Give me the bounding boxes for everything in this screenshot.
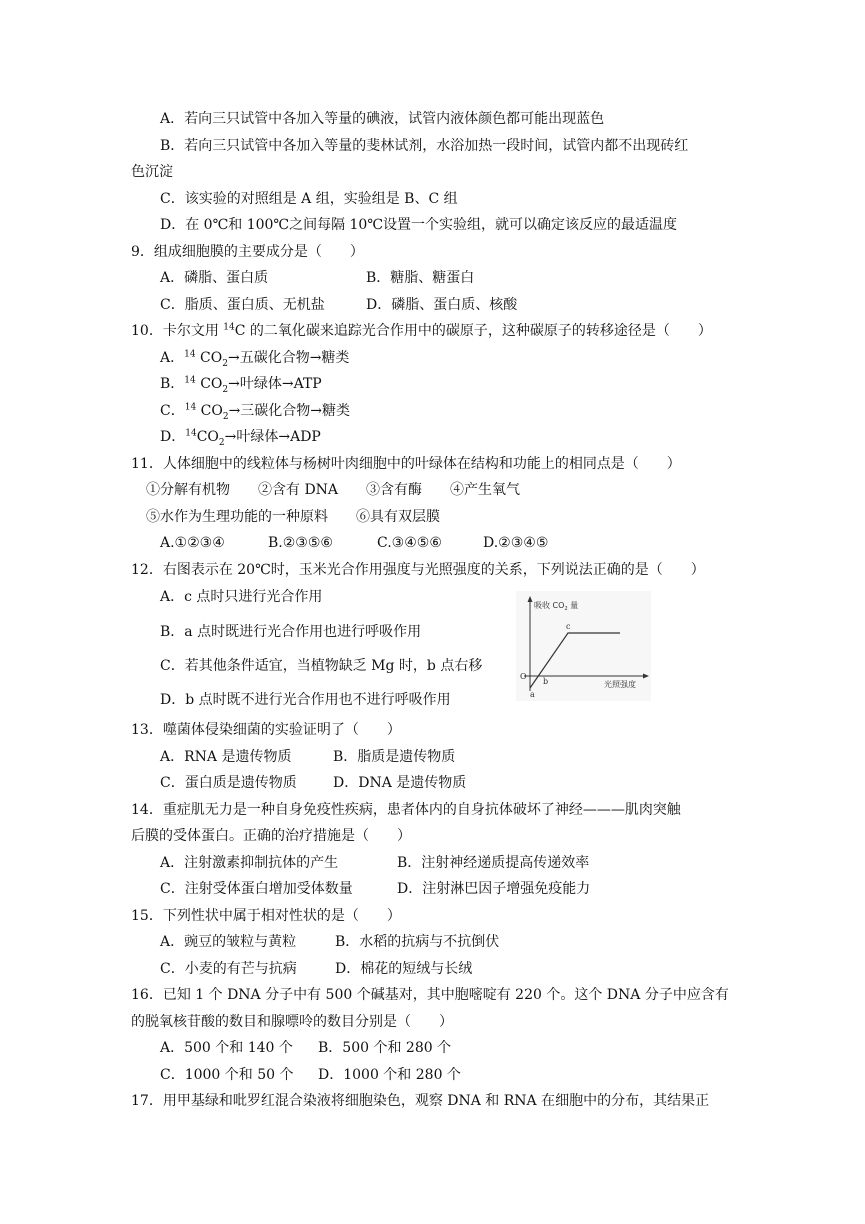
q11-statements-1: ①分解有机物 ②含有 DNA ③含有酶 ④产生氧气: [146, 482, 521, 498]
q11-option-b: B.②③⑤⑥: [268, 535, 333, 551]
q13-option-c: C．蛋白质是遗传物质: [160, 775, 297, 791]
q10-option-d: D．$^{14}CO_2\to$叶绿体→ADP: [160, 428, 321, 448]
q8-option-c: C．该实验的对照组是 A 组，实验组是 B、C 组: [160, 191, 458, 207]
q11-stem: 11．人体细胞中的线粒体与杨树叶肉细胞中的叶绿体在结构和功能上的相同点是（ ）: [131, 456, 681, 472]
q9-option-a: A．磷脂、蛋白质: [160, 270, 269, 286]
q8-option-a: A．若向三只试管中各加入等量的碘液，试管内液体颜色都可能出现蓝色: [160, 111, 605, 127]
q10-option-c: C．$^{14}$ $CO_2\to$三碳化合物→糖类: [160, 402, 351, 422]
graph-point-a: a: [530, 690, 535, 699]
q15-option-b: B．水稻的抗病与不抗倒伏: [335, 934, 500, 950]
q10-option-a: A．$^{14}$ $CO_2\to$五碳化合物→糖类: [160, 349, 350, 369]
q13-option-a: A．RNA 是遗传物质: [160, 749, 292, 765]
q11-option-a: A.①②③④: [160, 535, 225, 551]
q11-option-c: C.③④⑤⑥: [377, 535, 442, 551]
q8-option-b: B．若向三只试管中各加入等量的斐林试剂，水浴加热一段时间，试管内都不出现砖红: [160, 138, 689, 154]
graph-xlabel: 光照强度: [604, 680, 636, 689]
q12-stem: 12．右图表示在 20℃时，玉米光合作用强度与光照强度的关系，下列说法正确的是（ ）: [131, 562, 705, 578]
q8-option-d: D．在 0℃和 100℃之间每隔 10℃设置一个实验组，就可以确定该反应的最适温度: [160, 217, 678, 233]
q14-stem: 14．重症肌无力是一种自身免疫性疾病，患者体内的自身抗体破坏了神经———肌肉突触: [131, 802, 681, 818]
q12-option-d: D．b 点时既不进行光合作用也不进行呼吸作用: [160, 692, 451, 708]
q17-stem: 17．用甲基绿和吡罗红混合染液将细胞染色，观察 DNA 和 RNA 在细胞中的分布，其结果正: [131, 1093, 710, 1109]
q11-statements-2: ⑤水作为生理功能的一种原料 ⑥具有双层膜: [146, 509, 440, 525]
q13-option-d: D．DNA 是遗传物质: [333, 775, 467, 791]
q15-option-c: C．小麦的有芒与抗病: [160, 961, 297, 977]
q9-option-b: B．糖脂、糖蛋白: [366, 270, 475, 286]
q8-option-b-cont: 色沉淀: [131, 164, 173, 180]
graph-point-c: c: [566, 622, 571, 631]
q12-option-b: B．a 点时既进行光合作用也进行呼吸作用: [160, 624, 422, 640]
q10-option-b: B．$^{14}$ $CO_2\to$叶绿体→ATP: [160, 375, 322, 395]
q16-option-a: A．500 个和 140 个: [160, 1040, 293, 1056]
q16-stem-cont: 的脱氧核苷酸的数目和腺嘌呤的数目分别是（ ）: [131, 1014, 453, 1030]
q10-stem: 10．卡尔文用 $^{14}$C 的二氧化碳来追踪光合作用中的碳原子，这种碳原子的转移途径是（ ）: [131, 322, 712, 339]
q12-graph-svg: [516, 591, 651, 701]
q16-option-c: C．1000 个和 50 个: [160, 1067, 294, 1083]
q12-option-c: C．若其他条件适宜，当植物缺乏 Mg 时，b 点右移: [160, 658, 483, 674]
q14-stem-cont: 后膜的受体蛋白。正确的治疗措施是（ ）: [131, 828, 411, 844]
q15-option-d: D．棉花的短绒与长绒: [335, 961, 473, 977]
q9-option-c: C．脂质、蛋白质、无机盐: [160, 297, 325, 313]
q12-graph: [516, 591, 651, 701]
q13-stem: 13．噬菌体侵染细菌的实验证明了（ ）: [131, 722, 401, 738]
q13-option-b: B．脂质是遗传物质: [333, 749, 456, 765]
q16-option-d: D．1000 个和 280 个: [318, 1067, 461, 1083]
q15-option-a: A．豌豆的皱粒与黄粒: [160, 934, 297, 950]
graph-origin: O: [520, 672, 527, 681]
q9-option-d: D．磷脂、蛋白质、核酸: [366, 297, 518, 313]
graph-point-b: b: [543, 677, 549, 686]
q16-stem: 16．已知 1 个 DNA 分子中有 500 个碱基对，其中胞嘧啶有 220 个。这个 DNA 分子中应含有: [131, 987, 729, 1003]
q16-option-b: B．500 个和 280 个: [318, 1040, 452, 1056]
q14-option-d: D．注射淋巴因子增强免疫能力: [397, 881, 591, 897]
q14-option-b: B．注射神经递质提高传递效率: [397, 855, 590, 871]
q14-option-c: C．注射受体蛋白增加受体数量: [160, 881, 353, 897]
q14-option-a: A．注射激素抑制抗体的产生: [160, 855, 339, 871]
q11-option-d: D.②③④⑤: [483, 535, 549, 551]
q15-stem: 15．下列性状中属于相对性状的是（ ）: [131, 908, 401, 924]
q9-stem: 9．组成细胞膜的主要成分是（ ）: [131, 244, 364, 260]
graph-ylabel: 吸收 $CO_2$ 量: [534, 601, 579, 612]
q12-option-a: A．c 点时只进行光合作用: [160, 589, 323, 605]
